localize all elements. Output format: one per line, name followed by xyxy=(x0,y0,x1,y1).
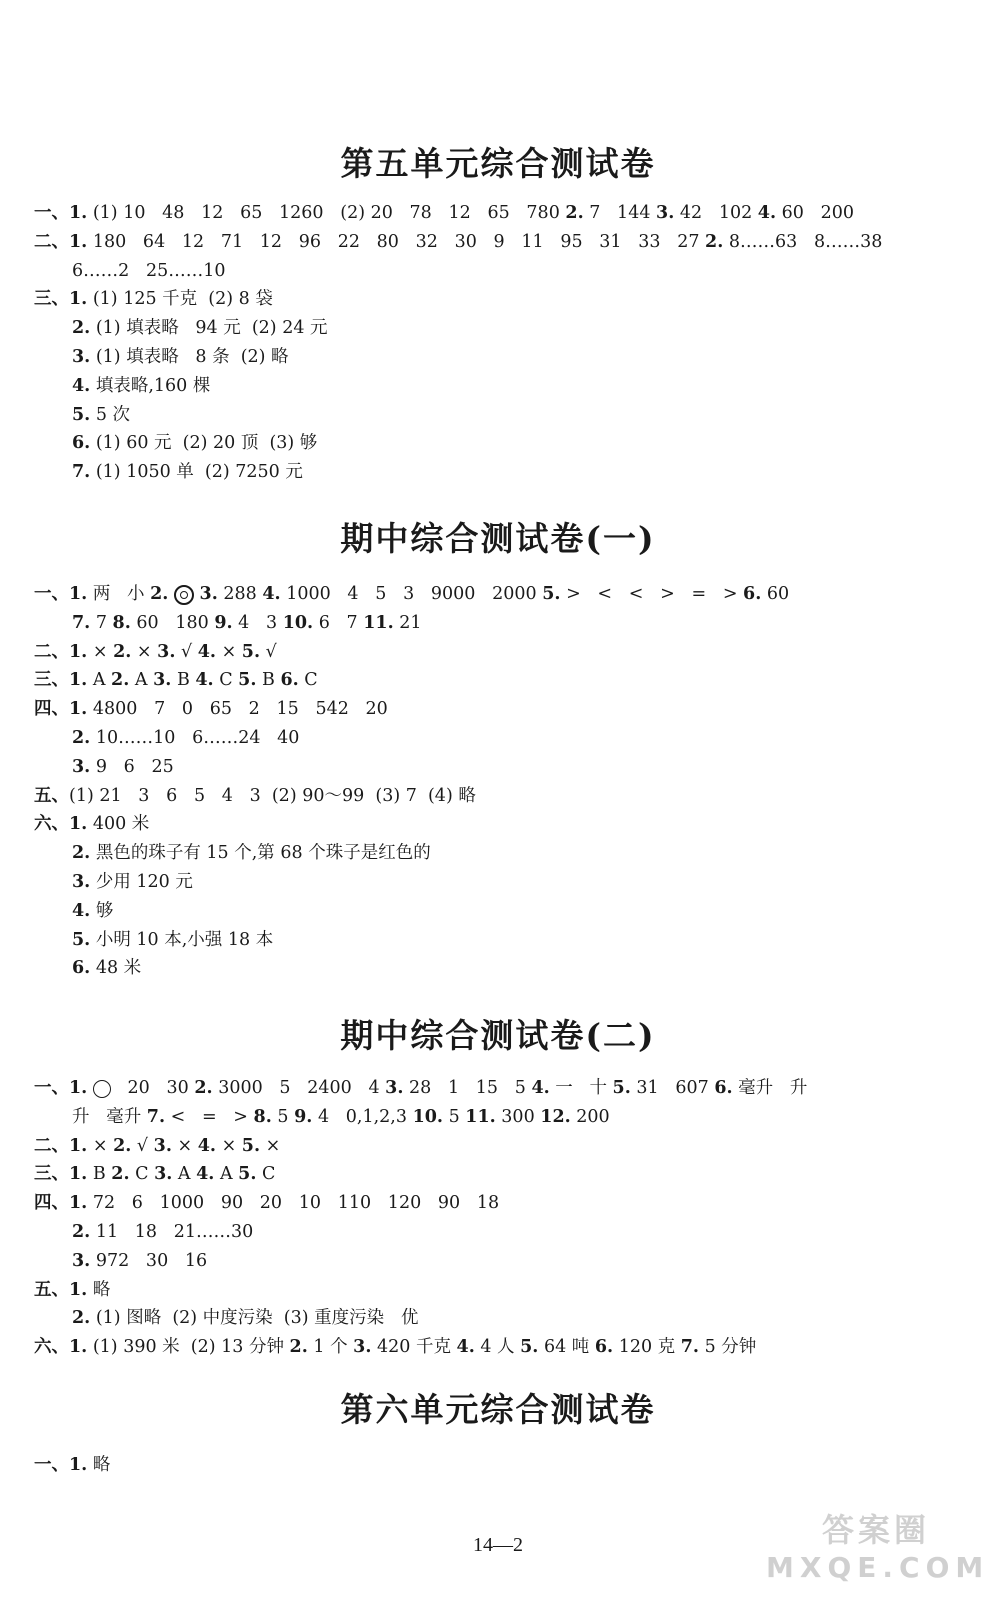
answer-text: 5 xyxy=(271,1106,295,1127)
question-number: 六、 xyxy=(34,1337,69,1358)
answer-line xyxy=(34,1132,280,1161)
question-number: 二、 xyxy=(34,641,69,662)
answer-line xyxy=(34,580,789,609)
question-number: 1. xyxy=(69,1337,88,1358)
question-number: 一、 xyxy=(34,1455,69,1475)
answer-text: < = > xyxy=(165,1106,254,1127)
question-number: 三、 xyxy=(34,289,69,310)
question-number: 1. xyxy=(69,289,88,310)
answer-text: 够 xyxy=(90,900,114,921)
question-number: 3. xyxy=(72,872,91,892)
question-number: 7. xyxy=(680,1337,700,1358)
question-number: 四、 xyxy=(34,1193,69,1214)
question-number: 5. xyxy=(238,1164,257,1185)
question-number: 三、 xyxy=(34,1164,69,1185)
question-number: 2. xyxy=(72,843,91,864)
question-number: 3. xyxy=(72,756,91,777)
answer-text: C xyxy=(213,670,239,691)
answer-text: × xyxy=(171,1135,198,1156)
answer-text: (1) 125 千克 (2) 8 袋 xyxy=(87,289,273,310)
answer-text: 972 30 16 xyxy=(90,1250,208,1271)
answer-line xyxy=(34,228,882,257)
question-number: 3. xyxy=(153,1135,172,1156)
question-number: 6. xyxy=(743,584,762,604)
answer-line xyxy=(72,257,226,286)
answer-text: 7 144 xyxy=(583,203,657,223)
question-number: 2. xyxy=(194,1078,213,1098)
answer-line xyxy=(34,1276,110,1305)
answer-text: 5 分钟 xyxy=(699,1337,757,1358)
answer-line xyxy=(72,753,174,782)
answer-text: 略 xyxy=(87,1279,111,1300)
answer-text: 4 人 xyxy=(474,1337,521,1358)
answer-text: √ xyxy=(260,641,277,662)
section-title: 期中综合测试卷(一) xyxy=(340,519,656,558)
circle-icon xyxy=(93,1080,111,1098)
question-number: 2. xyxy=(113,641,132,662)
question-number: 6. xyxy=(714,1078,733,1098)
question-number: 一、 xyxy=(34,203,69,223)
answer-text: 400 米 xyxy=(87,814,150,835)
question-number: 5. xyxy=(241,1135,261,1156)
answer-text: 21 xyxy=(393,612,422,633)
section-title: 期中综合测试卷(二) xyxy=(340,1016,656,1055)
question-number: 1. xyxy=(69,641,88,662)
answer-text: C xyxy=(129,1164,155,1185)
watermark-bottom-text: MXQE.COM xyxy=(766,1551,990,1584)
question-number: 二、 xyxy=(34,1135,69,1156)
question-number: 9. xyxy=(294,1106,313,1127)
section-title: 第六单元综合测试卷 xyxy=(340,1390,656,1429)
answer-line xyxy=(72,609,422,638)
answer-text: 7 xyxy=(90,612,113,633)
answer-text: 4 0,1,2,3 xyxy=(312,1106,413,1127)
answer-text: 200 xyxy=(570,1106,610,1127)
question-number: 7. xyxy=(72,462,91,483)
question-number: 3. xyxy=(153,670,172,691)
question-number: 11. xyxy=(465,1106,496,1127)
answer-text: 120 克 xyxy=(613,1337,681,1358)
answer-text: (1) 填表略 94 元 (2) 24 元 xyxy=(90,318,328,339)
question-number: 4. xyxy=(456,1337,475,1358)
answer-text: 42 102 xyxy=(674,203,758,223)
answer-line xyxy=(34,810,149,839)
answer-line xyxy=(34,666,318,695)
answer-text: A xyxy=(214,1164,239,1185)
question-number: 11. xyxy=(363,612,394,633)
answer-text: × xyxy=(87,1135,114,1156)
question-number: 6. xyxy=(280,670,299,691)
question-number: 8. xyxy=(253,1106,272,1127)
answer-text: (1) 填表略 8 条 (2) 略 xyxy=(90,347,289,367)
question-number: 12. xyxy=(540,1106,571,1127)
answer-text: 小明 10 本,小强 18 本 xyxy=(90,929,274,950)
answer-line xyxy=(34,638,277,667)
answer-line xyxy=(34,1074,807,1103)
answer-text: × xyxy=(131,641,158,662)
answer-line xyxy=(34,782,476,811)
question-number: 3. xyxy=(154,1164,173,1185)
question-number: 5. xyxy=(238,670,257,691)
question-number: 8. xyxy=(112,612,131,633)
question-number: 1. xyxy=(69,231,88,252)
answer-text: 420 千克 xyxy=(371,1337,457,1358)
section-title: 第五单元综合测试卷 xyxy=(340,144,656,183)
question-number: 1. xyxy=(69,814,88,835)
answer-line xyxy=(34,695,388,724)
answer-text: 180 64 12 71 12 96 22 80 32 30 9 11 95 31 33 27 xyxy=(87,231,706,252)
answer-text: > < < > = > xyxy=(560,584,744,604)
answer-text: √ xyxy=(175,641,198,662)
answer-text: 72 6 1000 90 20 10 110 120 90 18 xyxy=(87,1193,500,1214)
question-number: 4. xyxy=(757,203,777,223)
question-number: 3. xyxy=(72,347,91,367)
question-number: 2. xyxy=(289,1337,308,1358)
answer-line xyxy=(72,724,299,753)
question-number: 2. xyxy=(72,728,91,748)
answer-text: 60 180 xyxy=(130,612,215,633)
answer-line xyxy=(72,343,289,372)
question-number: 1. xyxy=(69,670,88,691)
answer-text: 5 次 xyxy=(90,404,131,425)
question-number: 1. xyxy=(69,1193,88,1214)
question-number: 1. xyxy=(69,1078,88,1098)
question-number: 6. xyxy=(72,958,91,979)
answer-text: × xyxy=(260,1135,281,1156)
answer-text: √ xyxy=(131,1135,154,1156)
answer-text: A xyxy=(87,670,112,691)
question-number: 5. xyxy=(612,1078,631,1098)
question-number: 4. xyxy=(262,584,281,604)
answer-text: 1000 4 5 3 9000 2000 xyxy=(280,584,543,604)
question-number: 4. xyxy=(195,670,214,691)
question-number: 2. xyxy=(111,1164,130,1185)
question-number: 10. xyxy=(412,1106,444,1127)
answer-line xyxy=(72,868,193,897)
question-number: 4. xyxy=(197,1135,216,1156)
answer-text: × xyxy=(216,641,242,662)
question-number: 5. xyxy=(241,641,261,662)
question-number: 5. xyxy=(542,584,561,604)
answer-line xyxy=(72,1218,253,1247)
answer-line xyxy=(72,314,328,343)
question-number: 4. xyxy=(197,641,216,662)
answer-text: 5 xyxy=(443,1106,466,1127)
answer-text: (1) 390 米 (2) 13 分钟 xyxy=(87,1337,290,1358)
question-number: 2. xyxy=(150,584,169,604)
answer-text: 4800 7 0 65 2 15 542 20 xyxy=(87,699,388,720)
question-number: 1. xyxy=(69,203,88,223)
question-number: 2. xyxy=(705,231,724,252)
question-number: 3. xyxy=(353,1337,372,1358)
answer-text: B xyxy=(87,1164,112,1185)
answer-line xyxy=(72,429,317,458)
question-number: 3. xyxy=(199,584,218,604)
question-number: 2. xyxy=(113,1135,132,1156)
question-number: 4. xyxy=(72,900,91,921)
answer-line xyxy=(72,1103,610,1132)
answer-text: 11 18 21……30 xyxy=(90,1222,254,1242)
answer-text: B xyxy=(256,670,281,691)
answer-text: 一 十 xyxy=(549,1078,613,1098)
answer-text: 4 3 xyxy=(232,612,283,633)
answer-line xyxy=(72,926,273,955)
answer-text: 20 30 xyxy=(110,1078,195,1098)
question-number: 1. xyxy=(69,1455,88,1475)
answer-line xyxy=(34,285,273,314)
answer-text: (1) 21 3 6 5 4 3 (2) 90～99 (3) 7 (4) 略 xyxy=(69,785,476,806)
answer-text: A xyxy=(129,670,154,691)
answer-text: 1 个 xyxy=(307,1337,354,1358)
answer-line xyxy=(34,199,854,228)
question-number: 5. xyxy=(72,929,91,950)
question-number: 5. xyxy=(520,1337,539,1358)
question-number: 2. xyxy=(72,318,91,339)
answer-line xyxy=(72,1304,418,1333)
question-number: 9. xyxy=(214,612,233,633)
question-number: 5. xyxy=(72,404,91,425)
question-number: 四、 xyxy=(34,699,69,720)
answer-text: 少用 120 元 xyxy=(90,872,193,892)
answer-text: 31 607 xyxy=(630,1078,715,1098)
answer-text: 6 7 xyxy=(313,612,364,633)
answer-line xyxy=(72,401,130,430)
answer-text: (1) 图略 (2) 中度污染 (3) 重度污染 优 xyxy=(90,1308,419,1329)
question-number: 1. xyxy=(69,1135,88,1156)
question-number: 4. xyxy=(72,375,91,396)
answer-text: 黑色的珠子有 15 个,第 68 个珠子是红色的 xyxy=(90,843,431,864)
answer-text: (1) 10 48 12 65 1260 (2) 20 78 12 65 780 xyxy=(87,203,566,223)
question-number: 7. xyxy=(146,1106,166,1127)
answer-line xyxy=(72,458,303,487)
question-number: 4. xyxy=(196,1164,215,1185)
question-number: 1. xyxy=(69,584,88,604)
question-number: 2. xyxy=(565,203,584,223)
answer-text: C xyxy=(298,670,318,691)
answer-text: A xyxy=(172,1164,197,1185)
answer-text: 6……2 25……10 xyxy=(72,260,226,281)
question-number: 3. xyxy=(157,641,176,662)
answer-text: 毫升 升 xyxy=(732,1078,808,1098)
answer-text: 60 xyxy=(761,584,790,604)
question-number: 3. xyxy=(385,1078,404,1098)
answer-text: 升 毫升 xyxy=(72,1106,147,1127)
answer-text: (1) 60 元 (2) 20 顶 (3) 够 xyxy=(90,433,318,454)
answer-text: 48 米 xyxy=(90,958,142,979)
answer-text: × xyxy=(87,641,114,662)
answer-text: 64 吨 xyxy=(538,1337,595,1358)
answer-line xyxy=(72,897,113,926)
question-number: 1. xyxy=(69,1164,88,1185)
question-number: 一、 xyxy=(34,584,69,604)
question-number: 3. xyxy=(656,203,675,223)
watermark-top-text: 答案圈 xyxy=(821,1511,930,1549)
question-number: 10. xyxy=(282,612,314,633)
answer-line xyxy=(34,1160,275,1189)
answer-line xyxy=(72,372,210,401)
answer-line xyxy=(34,1333,756,1362)
answer-text: 略 xyxy=(87,1455,111,1475)
question-number: 2. xyxy=(72,1308,91,1329)
question-number: 五、 xyxy=(34,785,69,806)
question-number: 6. xyxy=(594,1337,614,1358)
answer-text: 填表略,160 棵 xyxy=(90,375,211,396)
question-number: 3. xyxy=(72,1250,91,1271)
answer-line xyxy=(34,1189,499,1218)
answer-line xyxy=(72,1247,207,1276)
answer-line xyxy=(34,1451,110,1480)
question-number: 6. xyxy=(72,433,91,454)
answer-line xyxy=(72,839,431,868)
question-number: 一、 xyxy=(34,1078,69,1098)
double-circle-icon xyxy=(174,585,194,605)
answer-text: (1) 1050 单 (2) 7250 元 xyxy=(90,462,303,483)
answer-text: B xyxy=(171,670,196,691)
question-number: 1. xyxy=(69,1279,88,1300)
page-number: 14—2 xyxy=(473,1534,523,1556)
answer-text: 60 200 xyxy=(776,203,854,223)
question-number: 三、 xyxy=(34,670,69,691)
answer-text: 9 6 25 xyxy=(90,756,174,777)
answer-text: 两 小 xyxy=(87,584,151,604)
question-number: 4. xyxy=(531,1078,550,1098)
answer-line xyxy=(72,954,141,983)
answer-text: 3000 5 2400 4 xyxy=(212,1078,386,1098)
answer-text: 8……63 8……38 xyxy=(723,231,883,252)
question-number: 1. xyxy=(69,699,88,720)
answer-text: 28 1 15 5 xyxy=(403,1078,532,1098)
question-number: 六、 xyxy=(34,814,69,835)
question-number: 五、 xyxy=(34,1279,69,1300)
answer-text: 300 xyxy=(495,1106,541,1127)
question-number: 2. xyxy=(72,1222,91,1242)
answer-text: 288 xyxy=(217,584,263,604)
answer-text: C xyxy=(256,1164,276,1185)
watermark-logo xyxy=(766,1505,990,1595)
answer-text: × xyxy=(216,1135,242,1156)
answer-text: 10……10 6……24 40 xyxy=(90,728,300,748)
question-number: 二、 xyxy=(34,231,69,252)
question-number: 2. xyxy=(111,670,130,691)
question-number: 7. xyxy=(72,612,91,633)
